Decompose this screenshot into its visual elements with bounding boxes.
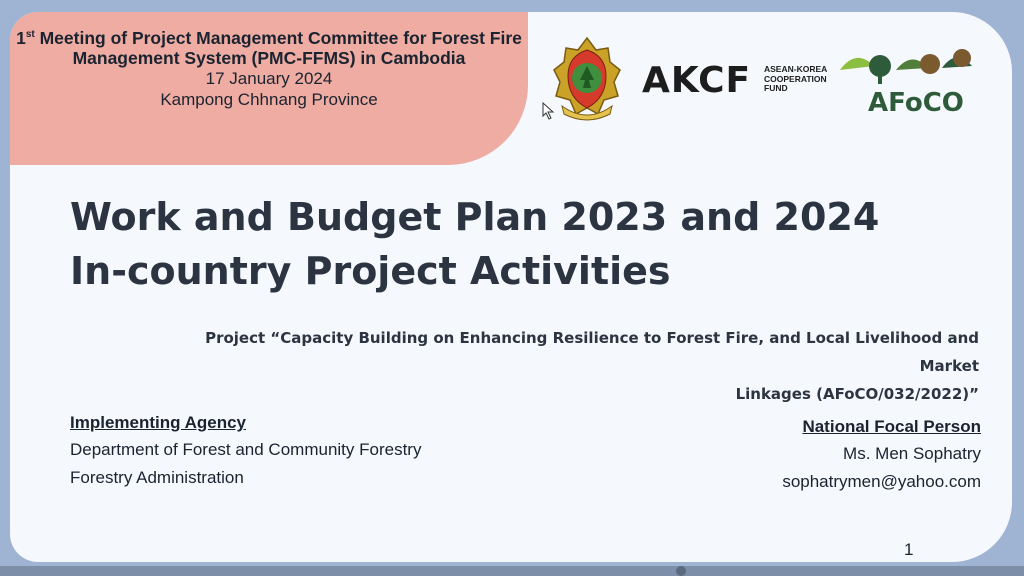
meeting-date: 17 January 2024 — [205, 68, 333, 88]
video-progress-bar[interactable] — [0, 566, 1024, 576]
afoco-logo — [838, 44, 978, 124]
slide-title-line2: In-country Project Activities — [70, 249, 671, 293]
agency-department: Department of Forest and Community Forestry — [70, 440, 422, 459]
akcf-logo-text: AKCF — [642, 60, 752, 101]
implementing-agency-heading: Implementing Agency — [70, 413, 247, 432]
focal-person-heading: National Focal Person — [802, 417, 981, 436]
mouse-cursor-icon — [542, 102, 556, 120]
meeting-info-box — [10, 12, 528, 165]
meeting-location: Kampong Chhnang Province — [160, 89, 378, 109]
slide-title — [70, 190, 879, 298]
focal-person-name: Ms. Men Sophatry — [843, 444, 981, 463]
page-number: 1 — [904, 540, 914, 559]
implementing-agency — [70, 410, 421, 492]
progress-handle[interactable] — [676, 566, 686, 576]
slide — [10, 12, 1012, 562]
national-focal-person — [782, 414, 981, 496]
akcf-logo — [642, 60, 832, 102]
akcf-logo-subtext: ASEAN-KOREA COOPERATION FUND — [764, 64, 828, 93]
project-description: Project “Capacity Building on Enhancing Resilience to Forest Fire, and Local Livelihood and Market Linkages (AFoCO/032/2022)” — [205, 329, 979, 403]
afoco-logo-text: AFoCO — [868, 88, 964, 118]
agency-administration: Forestry Administration — [70, 468, 244, 487]
meeting-title: 1st Meeting of Project Management Committee for Forest Fire Management System (PMC-FFMS) in Cambodia — [16, 27, 522, 68]
slide-title-line1: Work and Budget Plan 2023 and 2024 — [70, 195, 880, 239]
afoco-leaf-icon — [838, 44, 978, 90]
forestry-emblem-logo — [550, 36, 624, 122]
focal-person-email: sophatrymen@yahoo.com — [782, 472, 981, 491]
